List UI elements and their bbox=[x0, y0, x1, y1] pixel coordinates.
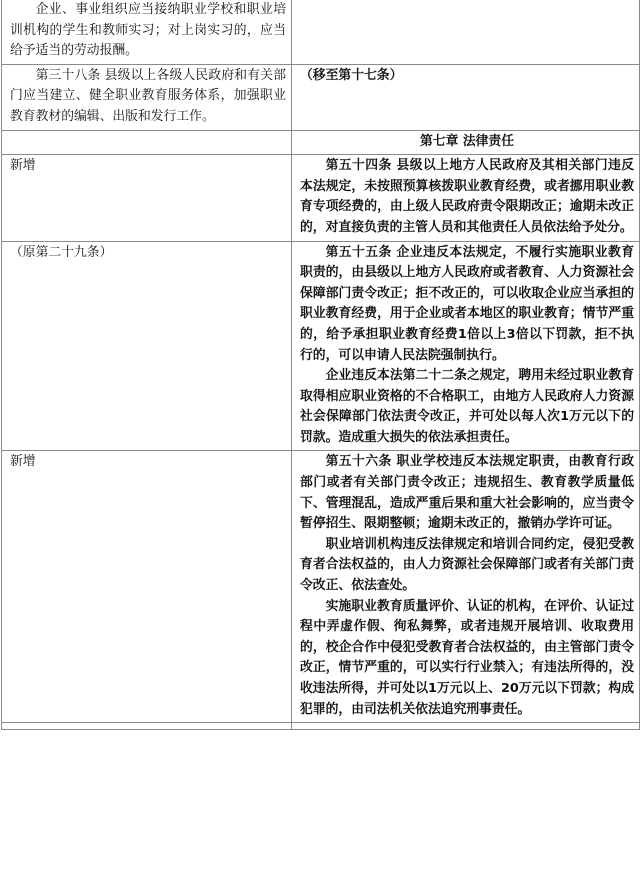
new-article-54: 第五十四条 县级以上地方人民政府及其相关部门违反本法规定，未按照预算核拨职业教育经费，或者挪用职业教育专项经费的，由上级人民政府责令限期改正；逾期未改正的，对直接负责的主管人员和其他责任人员依法给予处分。 bbox=[300, 158, 634, 235]
old-article-38: 第三十八条 县级以上各级人民政府和有关部门应当建立、健全职业教育服务体系，加强职业教育教材的编辑、出版和发行工作。 bbox=[10, 67, 286, 124]
old-text-cell bbox=[2, 130, 292, 155]
old-text-cell bbox=[2, 241, 292, 451]
old-text-cell bbox=[2, 155, 292, 241]
old-text-cell bbox=[2, 64, 292, 130]
new-text-cell bbox=[292, 155, 640, 241]
new-text-cell bbox=[292, 0, 640, 64]
new-article-56-para-3: 实施职业教育质量评价、认证的机构，在评价、认证过程中弄虚作假、徇私舞弊，或者违规开展培训、收取费用的，校企合作中侵犯受教育者合法权益的，由主管部门责令改正，情节严重的，可以实行行业禁入；有违法所得的，没收违法所得，并可处以1万元以上、20万元以下罚款；构成犯罪的，由司法机关依法追究刑事责任。 bbox=[300, 598, 634, 717]
new-addition-note: 新增 bbox=[10, 454, 36, 470]
new-text-cell bbox=[292, 451, 640, 723]
table-row bbox=[2, 155, 640, 241]
comparison-table bbox=[1, 0, 640, 730]
table-row bbox=[2, 64, 640, 130]
old-text-cell bbox=[2, 723, 292, 730]
new-article-55-para-2: 企业违反本法第二十二条之规定，聘用未经过职业教育取得相应职业资格的不合格职工，由地方人民政府人力资源社会保障部门依法责令改正，并可处以每人次1万元以下的罚款。造成重大损失的依法承担责任。 bbox=[300, 368, 634, 445]
new-article-55: 第五十五条 企业违反本法规定，不履行实施职业教育职责的，由县级以上地方人民政府或者教育、人力资源社会保障部门责令改正；拒不改正的，可以收取企业应当承担的职业教育经费，用于企业或者本地区的职业教育；情节严重的，给予承担职业教育经费1倍以上3倍以下罚款，拒不执行的，可以申请人民法院强制执行。 bbox=[300, 244, 634, 363]
table-row bbox=[2, 723, 640, 730]
new-text-cell bbox=[292, 64, 640, 130]
table-row bbox=[2, 130, 640, 155]
table-row bbox=[2, 0, 640, 64]
new-addition-note: 新增 bbox=[10, 158, 36, 174]
old-text-paragraph: 企业、事业组织应当接纳职业学校和职业培训机构的学生和教师实习；对上岗实习的，应当给予适当的劳动报酬。 bbox=[10, 2, 286, 59]
old-text-cell bbox=[2, 0, 292, 64]
new-text-cell bbox=[292, 723, 640, 730]
new-article-56: 第五十六条 职业学校违反本法规定职责，由教育行政部门或者有关部门责令改正；违规招生、教育教学质量低下、管理混乱，造成严重后果和重大社会影响的，应当责令暂停招生、限期整顿；逾期未改正的，撤销办学许可证。 bbox=[300, 454, 634, 532]
moved-note: （移至第十七条） bbox=[300, 67, 403, 83]
old-text-cell bbox=[2, 451, 292, 723]
table-row bbox=[2, 451, 640, 723]
chapter-heading: 第七章 法律责任 bbox=[419, 133, 515, 149]
original-article-note: （原第二十九条） bbox=[10, 244, 113, 260]
new-text-cell bbox=[292, 241, 640, 451]
new-article-56-para-2: 职业培训机构违反法律规定和培训合同约定，侵犯受教育者合法权益的，由人力资源社会保障部门或者有关部门责令改正、依法查处。 bbox=[300, 536, 634, 594]
table-row bbox=[2, 241, 640, 451]
new-text-cell bbox=[292, 130, 640, 155]
